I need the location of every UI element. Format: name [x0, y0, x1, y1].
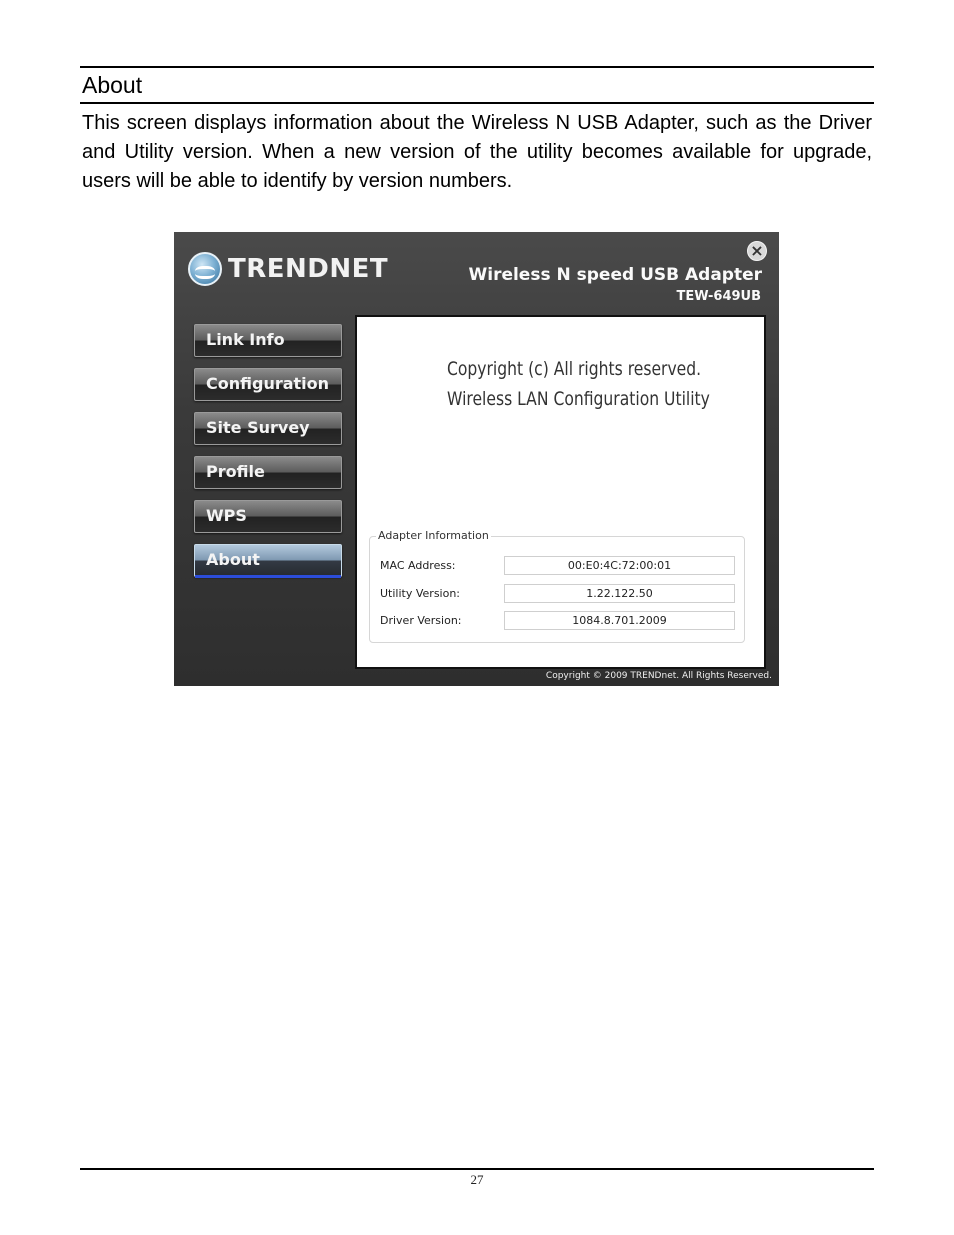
footer-rule: [80, 1168, 874, 1170]
about-panel: [355, 315, 766, 669]
section-heading: About: [82, 72, 143, 98]
nav-about-button[interactable]: About: [194, 544, 342, 577]
sidebar-nav: [194, 324, 344, 588]
utility-window: [174, 232, 779, 686]
copyright-text: Copyright (c) All rights reserved.: [447, 358, 702, 380]
heading-rule: [80, 102, 874, 104]
footer-copyright: Copyright © 2009 TRENDnet. All Rights Reserved.: [545, 671, 772, 681]
nav-site-survey-button[interactable]: Site Survey: [194, 412, 342, 445]
nav-link-info-button[interactable]: Link Info: [194, 324, 342, 357]
product-model: TEW-649UB: [676, 289, 761, 304]
nav-wps-button[interactable]: WPS: [194, 500, 342, 533]
nav-configuration-button[interactable]: Configuration: [194, 368, 342, 401]
driver-version-field: 1084.8.701.2009: [504, 611, 735, 630]
mac-address-label: MAC Address:: [380, 559, 456, 572]
utility-version-field: 1.22.122.50: [504, 584, 735, 603]
driver-version-label: Driver Version:: [380, 614, 462, 627]
adapter-info-group: [369, 529, 745, 643]
mac-address-row: [370, 556, 744, 576]
product-name: Wireless N speed USB Adapter: [468, 265, 762, 285]
trendnet-logo-icon: [188, 252, 222, 286]
logo-text: TRENDNET: [228, 254, 389, 284]
utility-version-label: Utility Version:: [380, 587, 461, 600]
mac-address-field: 00:E0:4C:72:00:01: [504, 556, 735, 575]
close-icon[interactable]: ×: [747, 241, 767, 261]
top-rule: [80, 66, 874, 68]
utility-name: Wireless LAN Configuration Utility: [447, 388, 710, 410]
page-number: 27: [470, 1172, 484, 1187]
adapter-info-legend: Adapter Information: [378, 529, 489, 542]
intro-paragraph: This screen displays information about the Wireless N USB Adapter, such as the Driver and Utility version. When a new version of the utility becomes available for upgrade, users will be able to identify by version numbers.: [82, 112, 872, 192]
driver-version-row: [370, 611, 744, 631]
nav-profile-button[interactable]: Profile: [194, 456, 342, 489]
utility-version-row: [370, 584, 744, 604]
trendnet-logo: [188, 250, 388, 288]
